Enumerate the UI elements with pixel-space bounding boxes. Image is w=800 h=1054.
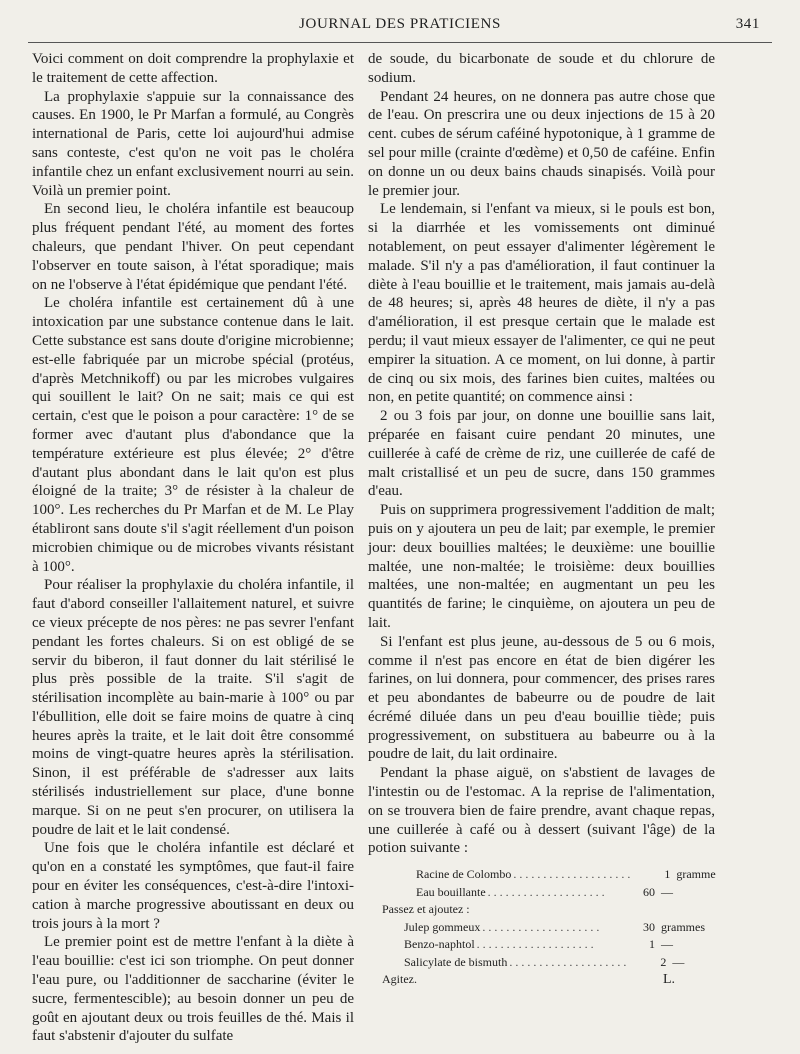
paragraph: En second lieu, le choléra infantile est beaucoup plus fréquent pendant l'été, au moment des fortes chaleurs, que pendant l'hiver. On peut cependant l'observer en toute saison, à l'état sporadique; mais on ne l'observe à l'état épidémique que pendant l'été. — [32, 201, 354, 293]
ingredient-quantity: 1 — [649, 937, 655, 952]
instruction-text: Passez et ajoutez : — [382, 902, 470, 917]
prescription — [368, 866, 715, 989]
paragraph: Voici comment on doit comprendre la prophylaxie et le traitement de cette affection. — [32, 51, 354, 86]
ingredient-quantity: 2 — [660, 954, 667, 969]
instruction-text: Agitez. — [382, 972, 417, 987]
paragraph: Une fois que le choléra infantile est déclaré et qu'on en a constaté les symptômes, que faut-il faire pour en éviter les conséquences, c'est-à-dire l'intoxication à marche progressive aboutissant en deux ou trois jours à la mort ? — [32, 840, 354, 932]
ingredient-quantity: 1 — [664, 867, 671, 882]
ingredient-unit: — — [661, 937, 673, 952]
leader-dots: . . . . . . . . . . . . . . . . . . . . — [513, 867, 631, 882]
leader-dots: . . . . . . . . . . . . . . . . . . . . — [509, 954, 627, 969]
paragraph: Pendant 24 heures, on ne donnera pas autre chose que de l'eau. On prescrira une ou deux injections de 15 à 20 cent. cubes de sérum caféiné hypotonique, à 1 gramme de sel pour mille (crainte d'œdème) et 0,50 de caféine. Enfin on donne un ou deux bains chauds sinapisés. Voilà pour le premier jour. — [368, 88, 715, 199]
page-number: 341 — [735, 16, 760, 32]
ingredient-name: Julep gommeux — [404, 919, 481, 934]
ingredient-name: Eau bouillante — [416, 884, 486, 899]
prescription-footer — [368, 971, 715, 989]
prescription-line — [368, 866, 715, 884]
prescription-instruction — [368, 901, 715, 919]
paragraph: Le premier point est de mettre l'enfant à la diète à l'eau bouillie: c'est ici son triomphe. On peut donner l'eau pure, ou l'additionner de saccharine (éviter le sucre, fermentescible); au besoin donner un peu de goût en ajoutant deux ou trois feuilles de thé. Mais il faut s'abstenir d'ajouter du sulfate — [32, 934, 354, 1045]
leader-dots: . . . . . . . . . . . . . . . . . . . . — [482, 919, 600, 934]
ingredient-name: Salicylate de bismuth — [404, 954, 508, 969]
ingredient-unit: — — [672, 954, 685, 969]
prescription-line — [368, 936, 715, 954]
ingredient-name: Benzo-naphtol — [404, 937, 475, 952]
paragraph: Puis on supprimera progressivement l'addition de malt; puis on y ajoutera un peu de lait; par exemple, le premier jour: deux bouillies maltées; le deuxième: une bouillie maltée, une non-maltée; le troisième: deux bouillies maltées, une non-maltée; en augmentant un peu les quantités de farine; le cinquième, on ajoutera un peu de lait. — [368, 502, 715, 631]
running-header — [40, 16, 760, 40]
ingredient-unit: grammes — [661, 919, 705, 934]
paragraph: 2 ou 3 fois par jour, on donne une bouillie sans lait, préparée en faisant cuire pendant 20 minutes, une cuillerée à café de crème de riz, une cuillerée de café de malt cristallisé et un peu de sucre, dans 150 grammes d'eau. — [368, 408, 715, 500]
journal-title: JOURNAL DES PRATICIENS — [299, 16, 501, 32]
paragraph: Pour réaliser la prophylaxie du choléra infantile, il faut d'abord conseiller l'allaitement naturel, et suivre ce vieux précepte de nos pères: ne pas sevrer l'enfant pendant les fortes chaleurs. Si on est obligé de se servir du biberon, il faut donner du lait stérilisé le plus près possible de la traite. S'il s'agit de stérilisation incomplète au bain-marie à 100° ou par l'ébullition, elle doit se faire moins de quatre à cinq heures après la traite, et le lait doit être consommé moins de vingt-quatre heures après la stérilisation. Sinon, il est préférable de s'adresser aux laits stérilisés industriellement sur place, d'une bonne marque. Si on ne peut s'en procurer, on utilisera la poudre de lait et le lait condensé. — [32, 577, 354, 838]
prescription-line — [368, 884, 715, 902]
paragraph: La prophylaxie s'appuie sur la connaissance des causes. En 1900, le Pr Marfan a formulé, au Congrès international de Paris, cette loi aujourd'hui admise sans conteste, c'est qu'on ne voit pas le choléra infantile chez un enfant exclusivement nourri au sein. Voilà un premier point. — [32, 88, 354, 199]
prescription-line — [368, 954, 715, 972]
paragraph: Le lendemain, si l'enfant va mieux, si le pouls est bon, si la diarrhée et les vomissements ont diminué notablement, on peut essayer d'alimenter légèrement le malade. S'il n'y a pas d'amélioration, il faut continuer la diète à l'eau bouillie et le traitement, mais jamais au-delà de 48 heures; si, après 48 heures de diète, il n'y a pas d'amélioration, il est presque certain que le malade est perdu; il vaut mieux essayer de l'alimenter, ce qui ne peut empirer la situation. A ce moment, on lui donne, à partir de cinq ou six mois, des farines bien cuites, maltées ou non, en petite quantité; on commence ainsi : — [368, 201, 715, 406]
right-column — [368, 50, 715, 989]
ingredient-unit: — — [661, 884, 673, 899]
ingredient-quantity: 30 — [643, 919, 655, 934]
leader-dots: . . . . . . . . . . . . . . . . . . . . — [476, 937, 594, 952]
paragraph: Pendant la phase aiguë, on s'abstient de lavages de l'intestin ou de l'estomac. A la reprise de l'alimentation, on se trouvera bien de faire prendre, avant chaque repas, une cuillerée à café ou à dessert (suivant l'âge) de la potion suivante : — [368, 765, 715, 857]
left-column — [32, 50, 354, 1046]
paragraph: Si l'enfant est plus jeune, au-dessous de 5 ou 6 mois, comme il n'est pas encore en état de bien digérer les farines, on lui donnera, pour commencer, des prises rares et peu abondantes de babeurre ou de poudre de lait écrémé diluée dans un peu d'eau bouillie tiède; puis progressivement, on substituera au babeurre ou à la poudre de lait, du lait ordinaire. — [368, 633, 715, 763]
ingredient-name: Racine de Colombo — [416, 867, 512, 882]
leader-dots: . . . . . . . . . . . . . . . . . . . . — [487, 884, 605, 899]
ingredient-unit: gramme — [676, 867, 716, 882]
author-signature: L. — [662, 972, 675, 988]
header-rule — [28, 42, 772, 43]
paragraph: Le choléra infantile est certainement dû à une intoxication par une substance contenue dans le lait. Cette substance est sans doute d'origine microbienne; est-elle fabriquée par un microbe spécial (protéus, d'après Metchnikoff) ou par les microbes vulgaires qui souillent le lait? On ne sait; mais ce qui est certain, c'est que le poison a pour caractère: 1° de se former avec d'autant plus d'abondance que la température extérieure est plus élevée; 2° d'être d'autant plus abondant dans le lait qu'on est plus éloigné de la traite; 3° de résister à la chaleur de 100°. Les recherches du Pr Marfan et de M. Le Play établiront sans doute s'il s'agit réellement d'un poison microbien chimique ou de microbes vivants résistant à 100°. — [32, 295, 354, 575]
paragraph: de soude, du bicarbonate de soude et du chlorure de sodium. — [368, 51, 715, 86]
ingredient-quantity: 60 — [643, 884, 655, 899]
prescription-line — [368, 919, 715, 937]
